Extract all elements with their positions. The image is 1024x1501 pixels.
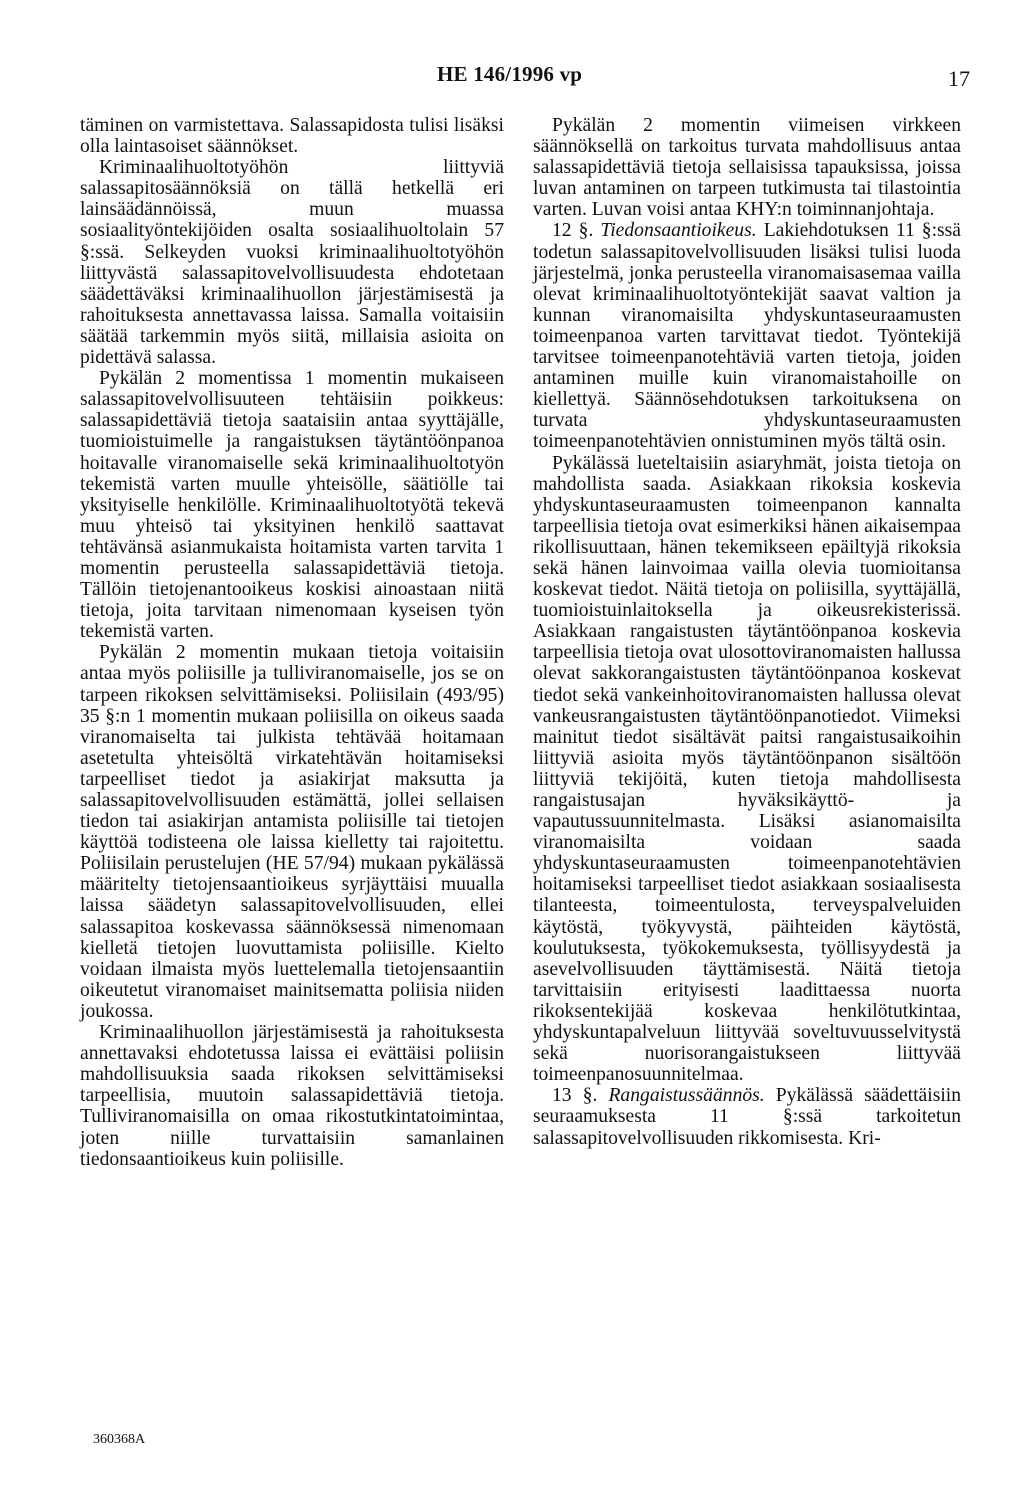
page-header bbox=[0, 62, 1024, 92]
page-number: 17 bbox=[948, 66, 970, 91]
print-code: 360368A bbox=[93, 1432, 146, 1447]
section-number: 12 §. bbox=[552, 220, 594, 242]
paragraph: täminen on varmistettava. Salassapidosta tulisi lisäksi olla laintasoiset säännökset. bbox=[80, 115, 504, 158]
section-body: Lakiehdotuksen 11 §:ssä todetun salassapitovelvollisuuden lisäksi tulisi luoda järjestelmä, jonka perusteella viranomaisasemaa vailla olevat kriminaalihuoltotyöntekijät saavat valtion ja kunnan viranomaisilta yhdyskuntaseuraamusten toimeenpanoa varten tarvittavat tiedot. Työntekijä tarvitsee toimeenpanotehtäviä varten tietoja, joiden antaminen muille kuin viranomaistahoille on kiellettyä. Säännösehdotuksen tarkoituksena on turvata yhdyskuntaseuraamusten toimeenpanotehtävien onnistuminen myös tältä osin. bbox=[533, 220, 961, 453]
document-title: HE 146/1996 vp bbox=[437, 62, 583, 86]
section-paragraph bbox=[533, 1085, 961, 1148]
section-title: Rangaistussäännös. bbox=[608, 1085, 765, 1107]
section-paragraph bbox=[533, 220, 961, 452]
paragraph: Kriminaalihuoltotyöhön liittyviä salassapitosäännöksiä on tällä hetkellä eri lainsäädännöissä, muun muassa sosiaalityöntekijöiden osalta sosiaalihuoltolain 57 §:ssä. Selkeyden vuoksi kriminaalihuoltotyöhön liittyvästä salassapitovelvollisuudesta ehdotetaan säädettäväksi kriminaalihuollon järjestämisestä ja rahoituksesta annettavassa laissa. Samalla voitaisiin säätää tarkemmin myös siitä, millaisia asioita on pidettävä salassa. bbox=[80, 157, 504, 369]
section-number: 13 §. bbox=[552, 1085, 598, 1107]
paragraph: Kriminaalihuollon järjestämisestä ja rahoituksesta annettavaksi ehdotetussa laissa ei evättäisi poliisin mahdollisuuksia saada rikoksen selvittämiseksi tarpeellisia, muutoin salassapidettäviä tietoja. Tulliviranomaisilla on omaa rikostutkintatoimintaa, joten niille turvattaisiin samanlainen tiedonsaantioikeus kuin poliisille. bbox=[80, 1022, 504, 1170]
section-title: Tiedonsaantioikeus. bbox=[600, 220, 757, 242]
paragraph: Pykälässä lueteltaisiin asiaryhmät, joista tietoja on mahdollista saada. Asiakkaan rikoksia koskevia yhdyskuntaseuraamusten toimeenpanon kannalta tarpeellisia tietoja ovat esimerkiksi hänen aikaisempaa rikollisuuttaan, hänen tekemikseen epäiltyjä rikoksia sekä hänen lainvoimaa vailla olevia tuomioitansa koskevat tiedot. Näitä tietoja on poliisilla, syyttäjällä, tuomioistuinlaitoksella ja oikeusrekisterissä. Asiakkaan rangaistusten täytäntöönpanoa koskevia tarpeellisia tietoja ovat ulosottoviranomaisten hallussa olevat sakkorangaistusten täytäntöönpanoa koskevat tiedot sekä vankeinhoitoviranomaisten hallussa olevat vankeusrangaistusten täytäntöönpanotiedot. Viimeksi mainitut tiedot sisältävät paitsi rangaistusaikoihin liittyviä asioita myös täytäntöönpanon sisältöön liittyviä tekijöitä, kuten tietoja mahdollisesta rangaistusajan hyväksikäyttö- ja vapautussuunnitelmasta. Lisäksi asianomaisilta viranomaisilta voidaan saada yhdyskuntaseuraamusten toimeenpanotehtävien hoitamiseksi tarpeelliset tiedot asiakkaan sosiaalisesta tilanteesta, toimeentulosta, terveyspalveluiden käytöstä, työkyvystä, päihteiden käytöstä, koulutuksesta, työkokemuksesta, työllisyydestä ja asevelvollisuuden täyttämisestä. Näitä tietoja tarvittaisiin erityisesti laadittaessa nuorta rikoksentekijää koskevaa henkilötutkintaa, yhdyskuntapalveluun liittyvää soveltuvuusselvitystä sekä nuorisorangaistukseen liittyvää toimeenpanosuunnitelmaa. bbox=[533, 452, 961, 1086]
section-body: Pykälässä säädettäisiin seuraamuksesta 11 §:ssä tarkoitetun salassapitovelvollisuuden rikkomisesta. Kri- bbox=[533, 1085, 962, 1149]
paragraph: Pykälän 2 momentin mukaan tietoja voitaisiin antaa myös poliisille ja tulliviranomaiselle, jos se on tarpeen rikoksen selvittämiseksi. Poliisilain (493/95) 35 §:n 1 momentin mukaan poliisilla on oikeus saada viranomaiselta tai julkista tehtävää hoitamaan asetetulta yhteisöltä virkatehtävän hoitamiseksi tarpeelliset tiedot ja asiakirjat maksutta ja salassapitovelvollisuuden estämättä, jollei sellaisen tiedon tai asiakirjan antamista poliisille tai tietojen käyttöä todisteena ole laissa kielletty tai rajoitettu. Poliisilain perustelujen (HE 57/94) mukaan pykälässä määritelty tietojensaantioikeus syrjäyttäisi muualla laissa säädetyn salassapitovelvollisuuden, ellei salassapitoa koskevassa säännöksessä nimenomaan kielletä tietojen luovuttamista poliisille. Kielto voidaan ilmaista myös luettelemalla tietojensaantiin oikeutetut viranomaiset mainitsematta poliisia niiden joukossa. bbox=[80, 642, 504, 1022]
right-column bbox=[533, 115, 961, 1149]
paragraph: Pykälän 2 momentissa 1 momentin mukaiseen salassapitovelvollisuuteen tehtäisiin poikkeus: salassapidettäviä tietoja saataisiin antaa syyttäjälle, tuomioistuimelle ja rangaistuksen täytäntöönpanoa hoitavalle viranomaiselle sekä kriminaalihuoltotyön tekemistä varten muulle yhteisölle, säätiölle tai yksityiselle henkilölle. Kriminaalihuoltotyötä tekevä muu yhteisö tai yksityinen henkilö saattavat tehtävänsä asianmukaista hoitamista varten tarvita 1 momentin perusteella salassapidettäviä tietoja. Tällöin tietojenantooikeus koskisi ainoastaan niitä tietoja, joita tarvitaan nimenomaan kyseisen työn tekemistä varten. bbox=[80, 368, 504, 643]
left-column bbox=[80, 115, 504, 1170]
paragraph: Pykälän 2 momentin viimeisen virkkeen säännöksellä on tarkoitus turvata mahdollisuus antaa salassapidettäviä tietoja sellaisissa tapauksissa, joissa luvan antaminen on tarpeen tutkimusta tai tilastointia varten. Luvan voisi antaa KHY:n toiminnanjohtaja. bbox=[533, 115, 961, 221]
